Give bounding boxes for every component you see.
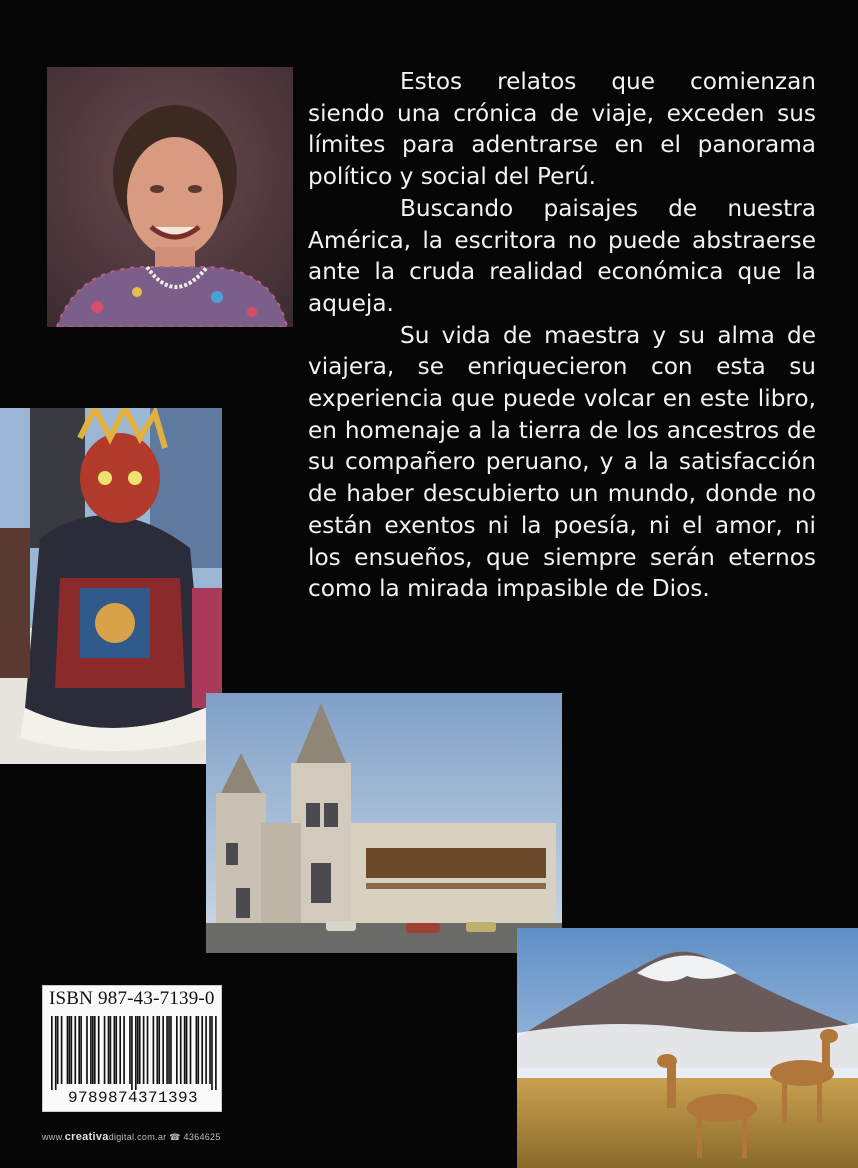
printer-brand: creativa bbox=[64, 1131, 109, 1143]
barcode-icon bbox=[51, 1016, 217, 1090]
back-cover-blurb bbox=[308, 66, 816, 605]
isbn-digits: 9789874371393 bbox=[67, 1089, 199, 1107]
author-portrait-photo bbox=[47, 67, 293, 327]
blurb-paragraph-3: Su vida de maestra y su alma de viajera, se enriquecieron con esta su experiencia que puede volcar en este libro, en homenaje a la tierra de los ancestros de su compañero peruano, y a la satisfacción de haber descubierto un mundo, donde no están exentos ni la poesía, ni el amor, ni los ensueños, que siempre serán eternos como la mirada impasible de Dios. bbox=[308, 321, 816, 603]
isbn-label: ISBN 987-43-7139-0 bbox=[49, 988, 215, 1009]
printer-prefix: www. bbox=[42, 1132, 65, 1142]
costumed-dancer-photo bbox=[0, 408, 222, 764]
isbn-barcode-box bbox=[42, 985, 222, 1112]
blurb-paragraph-2: Buscando paisajes de nuestra América, la escritora no puede abstraerse ante la cruda realidad económica que la aqueja. bbox=[308, 194, 816, 317]
volcano-vicunas-photo bbox=[517, 928, 858, 1168]
printer-suffix: digital.com.ar ☎ 4364625 bbox=[108, 1132, 221, 1142]
printer-credit bbox=[42, 1131, 221, 1143]
cathedral-photo bbox=[206, 693, 562, 953]
blurb-paragraph-1: Estos relatos que comienzan siendo una crónica de viaje, exceden sus límites para adentrarse en el panorama político y social del Perú. bbox=[308, 68, 816, 191]
